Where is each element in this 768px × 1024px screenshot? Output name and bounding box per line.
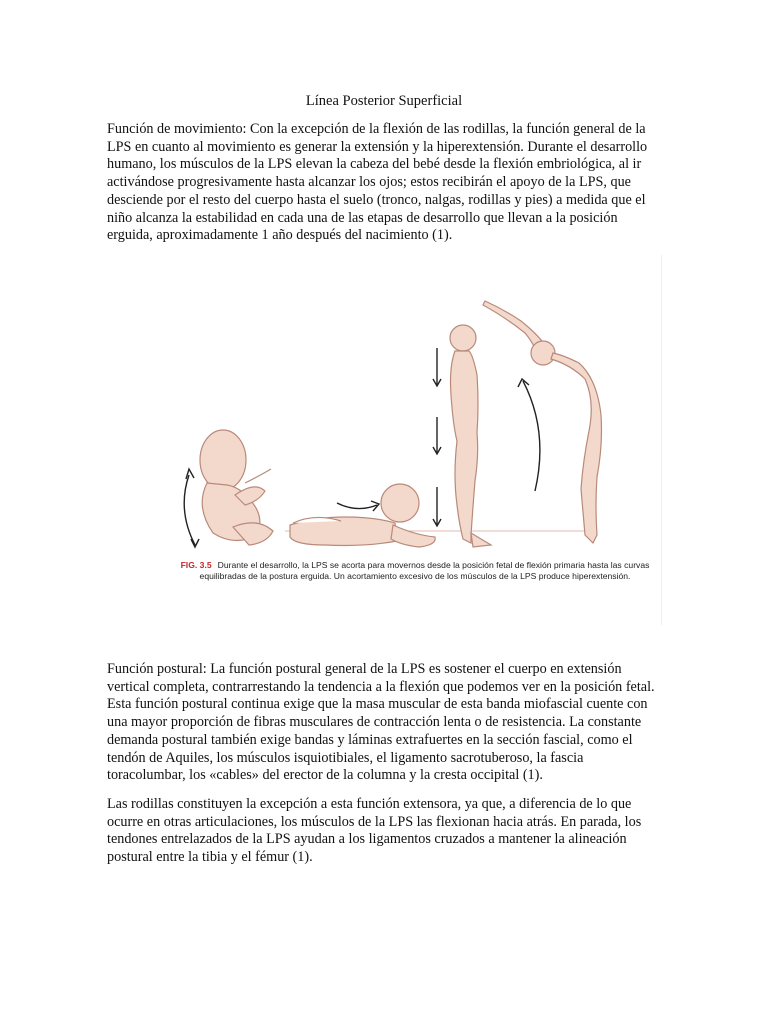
paragraph-knees-exception: Las rodillas constituyen la excepción a esta función extensora, ya que, a diferencia de lo que ocurre en otras articulaciones, los músculos de la LPS las flexionan hacia atrás. En parada, los tendones entrelazados de la LPS ayudan a los ligamentos cruzados a mantener la alineación postural entre la tibia y el fémur (1).	[107, 796, 642, 866]
figure-caption-text: Durante el desarrollo, la LPS se acorta para movernos desde la posición fetal de flexión primaria hasta las curvas equilibradas de la postura erguida. Un acortamiento excesivo de los músculos de la LPS produce hiperextensión.	[199, 560, 650, 582]
fetal-figure	[200, 430, 273, 545]
downward-arrows	[433, 348, 441, 526]
paragraph-movement-function: Función de movimiento: Con la excepción de la flexión de las rodillas, la función general de la LPS en cuanto al movimiento es generar la extensión y la hiperextensión. Durante el desarrollo humano, los músculos de la LPS elevan la cabeza del bebé desde la flexión embriológica, al ir activándose progresivamente hasta alcanzar los ojos; estos recibirán el apoyo de la LPS, que desciende por el resto del cuerpo hasta el suelo (tronco, nalgas, rodillas y pies) a medida que el niño alcanza la estabilidad en cada una de las etapas de desarrollo que llevan a la posición erguida, aproximadamente 1 año después del nacimiento (1).	[107, 121, 648, 244]
standing-adult-figure	[450, 325, 491, 547]
baby-curve-arrow	[337, 503, 377, 509]
figure-label: FIG. 3.5	[180, 560, 212, 570]
paragraph-postural-function: Función postural: La función postural general de la LPS es sostener el cuerpo en extensión vertical completa, contrarrestando la tendencia a la flexión que podemos ver en la posición fetal. Esta función postural continua exige que la masa muscular de esta banda miofascial cuente con una mayor proporción de fibras musculares de contracción lenta o de resistencia. La constante demanda postural también exige bandas y láminas extrafuertes en la sección fascial, como el tendón de Aquiles, los músculos isquiotibiales, el ligamento sacrotuberoso, la fascia toracolumbar, los «cables» del erector de la columna y la cresta occipital (1).	[107, 661, 655, 784]
development-stages-illustration	[165, 255, 663, 555]
hyperextension-curve-arrow	[523, 381, 540, 491]
page-title: Línea Posterior Superficial	[305, 93, 463, 109]
fetal-curve-arrow	[184, 475, 195, 545]
hyperextended-adult-figure	[483, 301, 602, 543]
figure-caption	[175, 560, 655, 583]
prone-baby-figure	[290, 484, 435, 547]
figure-development-illustration	[165, 255, 663, 625]
